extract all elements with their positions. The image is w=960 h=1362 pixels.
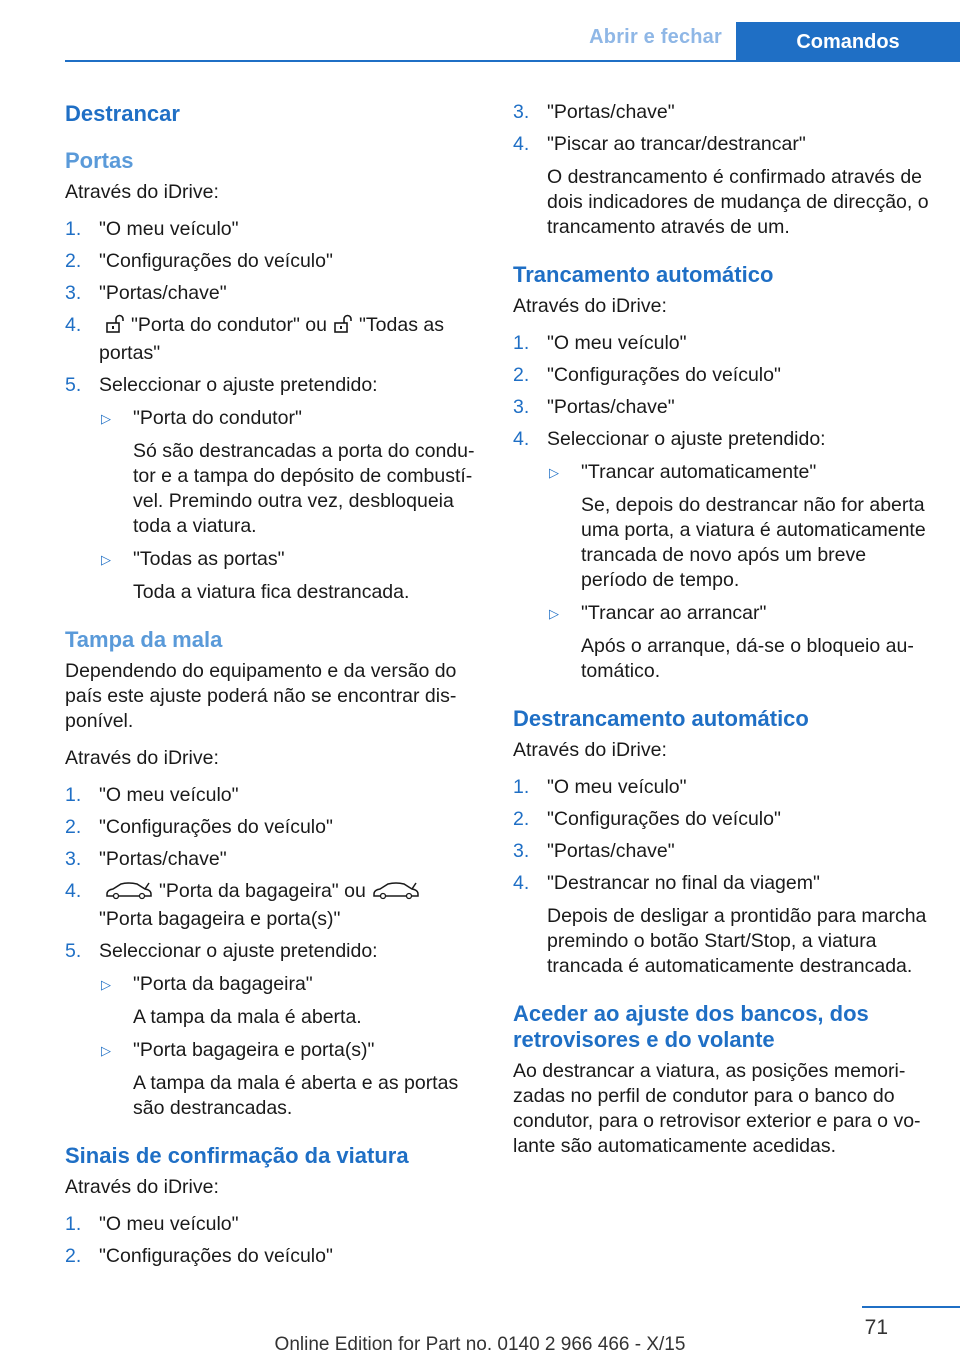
step-text: "O meu veículo" (99, 784, 239, 806)
section-tampa-da-mala (65, 627, 483, 1121)
step-number: 2. (65, 250, 82, 272)
option-description: A tampa da mala é aberta. (133, 1006, 362, 1028)
section-destrancamento-automatico (513, 706, 931, 979)
intro-text: Através do iDrive: (513, 295, 667, 317)
step-number: 3. (65, 282, 82, 304)
tab-abrir-e-fechar[interactable]: Abrir e fechar (589, 26, 722, 48)
step-number: 1. (65, 218, 82, 240)
step-text: "Piscar ao trancar/destrancar" (547, 133, 806, 155)
triangle-bullet-icon: ▷ (101, 977, 111, 992)
right-column (513, 100, 931, 1181)
list-item (513, 775, 931, 800)
step-number: 2. (513, 364, 530, 386)
unlock-icon (333, 314, 353, 341)
step-text: "Porta do condutor" ou (131, 314, 327, 336)
heading-tampa-da-mala: Tampa da mala (65, 627, 223, 652)
options-list (99, 406, 483, 605)
left-column (65, 100, 483, 1291)
step-text: "O meu veículo" (547, 776, 687, 798)
list-item (65, 1244, 483, 1269)
car-trunk-icon (105, 880, 153, 907)
step-number: 4. (65, 880, 82, 902)
list-item (65, 313, 483, 366)
list-item (513, 427, 931, 684)
step-text: "Porta bagageira e porta(s)" (99, 908, 341, 930)
list-item (65, 847, 483, 872)
intro-text: Através do iDrive: (65, 181, 219, 203)
option-label: "Todas as portas" (133, 548, 285, 570)
step-number: 4. (513, 428, 530, 450)
list-item (65, 783, 483, 808)
option-label: "Porta bagageira e porta(s)" (133, 1039, 375, 1061)
option-item (99, 406, 483, 539)
page-number: 71 (864, 1316, 888, 1339)
list-item (513, 871, 931, 979)
step-number: 5. (65, 374, 82, 396)
triangle-bullet-icon: ▷ (101, 552, 111, 567)
step-text: "Portas/chave" (547, 840, 675, 862)
step-number: 1. (513, 776, 530, 798)
step-text: Seleccionar o ajuste pretendido: (547, 428, 826, 450)
list-item (65, 249, 483, 274)
step-text: "Portas/chave" (99, 282, 227, 304)
list-item (65, 815, 483, 840)
edition-footer: Online Edition for Part no. 0140 2 966 466 - X/15 (274, 1334, 686, 1355)
heading-trancamento-automatico: Trancamento automático (513, 262, 774, 287)
heading-aceder-ao-ajuste: Aceder ao ajuste dos bancos, dos retrovisores e do volante (513, 1001, 869, 1052)
list-item (65, 879, 483, 932)
step-text: "Configurações do veículo" (99, 250, 333, 272)
option-description: Após o arranque, dá-se o bloqueio automático. (581, 635, 914, 682)
step-text: "Configurações do veículo" (99, 1245, 333, 1267)
section-aceder-ao-ajuste (513, 1001, 931, 1159)
heading-destrancamento-automatico: Destrancamento automático (513, 706, 809, 731)
list-item (513, 331, 931, 356)
list-item (65, 217, 483, 242)
step-description: O destrancamento é confirmado através de dois indicadores de mudança de direcção, o trancamento através de um. (547, 166, 929, 238)
option-description: Só são destrancadas a porta do condutor e a tampa do depósito de combustível. Premindo outra vez, desbloqueia toda a viatura. (133, 440, 475, 537)
step-text: Seleccionar o ajuste pretendido: (99, 940, 378, 962)
list-item (65, 373, 483, 605)
step-number: 2. (65, 816, 82, 838)
list-item (513, 100, 931, 125)
step-number: 5. (65, 940, 82, 962)
page-title: Destrancar (65, 101, 180, 126)
list-item (513, 132, 931, 240)
triangle-bullet-icon: ▷ (549, 465, 559, 480)
step-text: "Portas/chave" (99, 848, 227, 870)
step-number: 3. (65, 848, 82, 870)
heading-portas: Portas (65, 148, 134, 173)
option-label: "Trancar automaticamente" (581, 461, 817, 483)
steps-list (513, 331, 931, 684)
unlock-icon (105, 314, 125, 341)
step-text: "Todas as portas" (99, 314, 444, 364)
steps-list (65, 1212, 483, 1269)
step-text: "Configurações do veículo" (547, 808, 781, 830)
option-item (99, 547, 483, 605)
option-description: Se, depois do destrancar não for aberta uma porta, a viatura é automaticamente trancada de novo após um breve período de tempo. (581, 494, 926, 591)
step-text: "O meu veículo" (547, 332, 687, 354)
step-text: "O meu veículo" (99, 1213, 239, 1235)
step-text: "Portas/chave" (547, 396, 675, 418)
option-label: "Porta do condutor" (133, 407, 302, 429)
car-trunk-icon (372, 880, 420, 907)
step-number: 2. (65, 1245, 82, 1267)
step-number: 1. (65, 784, 82, 806)
list-item (513, 807, 931, 832)
heading-sinais-de-confirmacao: Sinais de confirmação da viatura (65, 1143, 409, 1168)
step-number: 3. (513, 396, 530, 418)
list-item (65, 939, 483, 1121)
steps-list (513, 775, 931, 979)
list-item (65, 281, 483, 306)
step-number: 3. (513, 840, 530, 862)
option-item (547, 601, 931, 684)
options-list (547, 460, 931, 684)
triangle-bullet-icon: ▷ (101, 411, 111, 426)
step-number: 4. (513, 133, 530, 155)
step-number: 1. (513, 332, 530, 354)
step-number: 4. (513, 872, 530, 894)
section-sinais-continued (513, 100, 931, 240)
step-number: 4. (65, 314, 82, 336)
option-item (99, 1038, 483, 1121)
step-text: "Portas/chave" (547, 101, 675, 123)
footer-rule (862, 1306, 960, 1308)
paragraph: Ao destrancar a viatura, as posições memorizadas no perfil de condutor para o banco do condutor, para o retrovisor exterior e para o volante são automaticamente acedidas. (513, 1060, 921, 1157)
step-number: 1. (65, 1213, 82, 1235)
section-portas (65, 148, 483, 605)
step-text: Seleccionar o ajuste pretendido: (99, 374, 378, 396)
section-sinais-de-confirmacao (65, 1143, 483, 1269)
paragraph: Dependendo do equipamento e da versão do país este ajuste poderá não se encontrar disponível. (65, 660, 457, 732)
step-number: 3. (513, 101, 530, 123)
step-text: "Configurações do veículo" (547, 364, 781, 386)
list-item (513, 839, 931, 864)
option-item (99, 972, 483, 1030)
option-label: "Trancar ao arrancar" (581, 602, 767, 624)
step-text: "Configurações do veículo" (99, 816, 333, 838)
step-text: "Destrancar no final da viagem" (547, 872, 820, 894)
option-item (547, 460, 931, 593)
intro-text: Através do iDrive: (65, 747, 219, 769)
steps-list (65, 783, 483, 1121)
step-description: Depois de desligar a prontidão para marcha premindo o botão Start/Stop, a viatura trancada é automaticamente destrancada. (547, 905, 927, 977)
list-item (65, 1212, 483, 1237)
step-text: "Porta da bagageira" ou (159, 880, 366, 902)
option-description: A tampa da mala é aberta e as portas são destrancadas. (133, 1072, 459, 1119)
tab-comandos[interactable]: Comandos (736, 22, 960, 62)
section-trancamento-automatico (513, 262, 931, 684)
step-number: 2. (513, 808, 530, 830)
list-item (513, 395, 931, 420)
options-list (99, 972, 483, 1121)
steps-list (65, 217, 483, 605)
intro-text: Através do iDrive: (65, 1176, 219, 1198)
option-label: "Porta da bagageira" (133, 973, 313, 995)
intro-text: Através do iDrive: (513, 739, 667, 761)
steps-list (513, 100, 931, 240)
triangle-bullet-icon: ▷ (101, 1043, 111, 1058)
option-description: Toda a viatura fica destrancada. (133, 581, 410, 603)
list-item (513, 363, 931, 388)
triangle-bullet-icon: ▷ (549, 606, 559, 621)
step-text: "O meu veículo" (99, 218, 239, 240)
